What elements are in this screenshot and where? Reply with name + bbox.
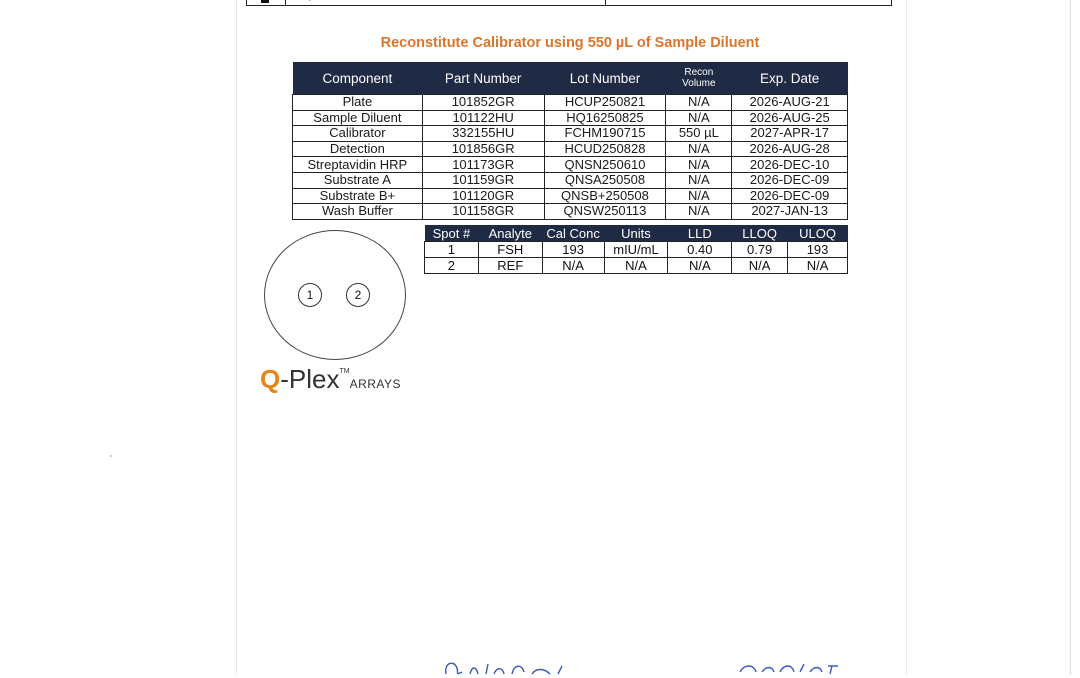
table-row (293, 188, 848, 204)
cal-conc-cell: N/A (542, 258, 604, 274)
exp-date-cell: 2026-DEC-10 (732, 157, 848, 173)
analyte-cell: REF (478, 258, 542, 274)
col-header-analyte: Analyte (478, 225, 542, 242)
spot-table-header (425, 225, 848, 242)
well-spot-2: 2 (346, 283, 370, 307)
lot-number-cell: HCUP250821 (544, 95, 666, 111)
lld-cell: 0.40 (668, 242, 732, 258)
recon-volume-cell: N/A (666, 141, 732, 157)
well-spot-1: 1 (298, 283, 322, 307)
col-header-uloq: ULOQ (788, 225, 848, 242)
table-row (293, 204, 848, 220)
col-header-cal-conc: Cal Conc (542, 225, 604, 242)
recon-volume-cell: 550 µL (666, 126, 732, 142)
logo-tm: TM (339, 368, 350, 375)
col-header-exp-date: Exp. Date (732, 62, 848, 95)
analyte-cell: FSH (478, 242, 542, 258)
page-title: Reconstitute Calibrator using 550 µL of Sample Diluent (380, 35, 760, 51)
col-header-units: Units (604, 225, 668, 242)
component-cell: Wash Buffer (293, 204, 423, 220)
units-cell: mIU/mL (604, 242, 668, 258)
strip-divider (605, 0, 606, 5)
lot-number-cell: QNSB+250508 (544, 188, 666, 204)
spot-cell: 2 (425, 258, 479, 274)
lloq-cell: 0.79 (732, 242, 788, 258)
table-row (293, 95, 848, 111)
document-icon-cell (247, 0, 286, 5)
document-icon (261, 0, 269, 3)
expiration-date-text (293, 0, 469, 1)
part-number-cell: 101120GR (422, 188, 544, 204)
component-cell: Substrate A (293, 172, 423, 188)
table-row (293, 157, 848, 173)
uloq-cell: N/A (788, 258, 848, 274)
col-header-part-number: Part Number (422, 62, 544, 95)
spot-table (424, 225, 848, 274)
handwritten-signature (440, 658, 860, 678)
logo-q: Q (260, 364, 281, 394)
lot-number-cell: FCHM190715 (544, 126, 666, 142)
logo-plex: -Plex (280, 364, 340, 394)
lot-number-cell: QNSA250508 (544, 172, 666, 188)
page-edge-right (906, 0, 907, 675)
table-row (293, 110, 848, 126)
part-number-cell: 101159GR (422, 172, 544, 188)
logo-arrays: ARRAYS (349, 377, 402, 391)
recon-volume-cell: N/A (666, 204, 732, 220)
page-edge-left (236, 0, 237, 675)
cal-conc-cell: 193 (542, 242, 604, 258)
table-row (293, 172, 848, 188)
col-header-spot: Spot # (425, 225, 479, 242)
exp-date-cell: 2027-APR-17 (732, 126, 848, 142)
part-number-cell: 101158GR (422, 204, 544, 220)
lot-number-cell: QNSW250113 (544, 204, 666, 220)
component-cell: Substrate B+ (293, 188, 423, 204)
recon-volume-cell: N/A (666, 110, 732, 126)
exp-date-cell: 2026-AUG-25 (732, 110, 848, 126)
table-row (293, 141, 848, 157)
exp-date-cell: 2027-JAN-13 (732, 204, 848, 220)
part-number-cell: 101856GR (422, 141, 544, 157)
exp-date-cell: 2026-AUG-28 (732, 141, 848, 157)
part-number-cell: 332155HU (422, 126, 544, 142)
col-header-lloq: LLOQ (732, 225, 788, 242)
part-number-cell: 101122HU (422, 110, 544, 126)
exp-date-cell: 2026-DEC-09 (732, 172, 848, 188)
qplex-logo (260, 364, 401, 395)
component-table (292, 62, 848, 220)
uloq-cell: 193 (788, 242, 848, 258)
recon-volume-cell: N/A (666, 172, 732, 188)
lloq-cell: N/A (732, 258, 788, 274)
component-cell: Calibrator (293, 126, 423, 142)
col-header-recon-volume: Recon Volume (666, 62, 732, 95)
component-cell: Sample Diluent (293, 110, 423, 126)
component-cell: Detection (293, 141, 423, 157)
table-row (293, 126, 848, 142)
part-number-cell: 101852GR (422, 95, 544, 111)
spot-cell: 1 (425, 242, 479, 258)
part-number-cell: 101173GR (422, 157, 544, 173)
lot-number-cell: HCUD250828 (544, 141, 666, 157)
exp-date-cell: 2026-AUG-21 (732, 95, 848, 111)
recon-volume-cell: N/A (666, 157, 732, 173)
lld-cell: N/A (668, 258, 732, 274)
recon-volume-cell: N/A (666, 95, 732, 111)
table-row (425, 258, 848, 274)
recon-volume-cell: N/A (666, 188, 732, 204)
well-diagram-circle (264, 230, 406, 360)
table-row (425, 242, 848, 258)
component-table-header (293, 62, 848, 95)
units-cell: N/A (604, 258, 668, 274)
scan-speck (110, 455, 112, 457)
exp-date-cell: 2026-DEC-09 (732, 188, 848, 204)
lot-number-cell: HQ16250825 (544, 110, 666, 126)
col-header-lld: LLD (668, 225, 732, 242)
top-header-strip (246, 0, 892, 6)
scan-edge-line (1070, 0, 1071, 675)
col-header-component: Component (293, 62, 423, 95)
lot-number-cell: QNSN250610 (544, 157, 666, 173)
component-cell: Streptavidin HRP (293, 157, 423, 173)
component-cell: Plate (293, 95, 423, 111)
col-header-lot-number: Lot Number (544, 62, 666, 95)
